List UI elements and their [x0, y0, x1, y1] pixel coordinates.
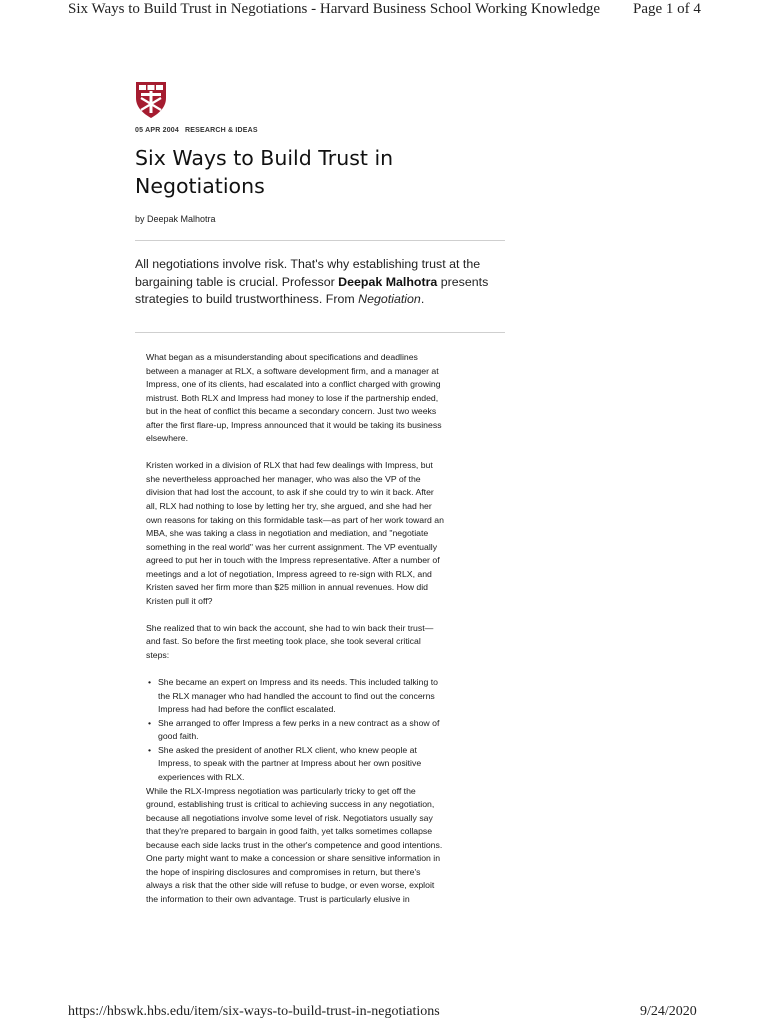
divider — [135, 240, 505, 241]
bullet-icon: • — [148, 744, 152, 755]
bullet-icon: • — [148, 717, 152, 728]
print-header — [0, 0, 768, 24]
print-footer — [0, 1004, 768, 1024]
divider — [135, 332, 505, 333]
dek-author-link[interactable]: Deepak Malhotra — [338, 274, 438, 289]
steps-list — [146, 676, 446, 784]
article-title: Six Ways to Build Trust in Negotiations — [135, 146, 394, 198]
list-item-text: She arranged to offer Impress a few perks in a new contract as a show of good faith. — [158, 717, 440, 742]
article-dek — [135, 256, 505, 309]
print-footer-date: 9/24/2020 — [640, 1004, 697, 1019]
list-item — [148, 676, 446, 717]
article-date: 05 APR 2004 — [135, 127, 179, 134]
dek-text: presents strategies to build trustworthiness. From — [135, 274, 489, 307]
body-paragraph: Kristen worked in a division of RLX that had few dealings with Impress, but she nevertheless approached her manager, who was also the VP of the division that had lost the account, to ask if she could try to win it back. After all, RLX had nothing to lose by letting her try, she argued, and she had her own reasons for taking on this formidable task—as part of her work toward an MBA, she was taking a class in negotiation and mediation, and "negotiate something in the real world" was her current assignment. The VP eventually agreed to put her in touch with the Impress representative. After a number of meetings and a lot of negotiation, Impress agreed to re-sign with RLX, and Kristen saved her firm more than $25 million in annual revenues. How did Kristen pull it off? — [146, 460, 444, 606]
article-meta — [135, 127, 258, 134]
article-byline: by Deepak Malhotra — [135, 214, 216, 224]
dek-text: . — [420, 292, 425, 307]
list-item — [148, 744, 446, 785]
list-item-text: She asked the president of another RLX client, who knew people at Impress, to speak with the partner at Impress about her own positive experiences with RLX. — [158, 744, 422, 782]
print-header-page-number: Page 1 of 4 — [633, 1, 701, 17]
list-item-text: She became an expert on Impress and its needs. This included talking to the RLX manager who had handled the account to find out the concerns Impress had had before the conflict escalated. — [158, 677, 438, 715]
article-body — [146, 351, 446, 906]
bullet-icon: • — [148, 677, 152, 688]
body-paragraph: While the RLX-Impress negotiation was particularly tricky to get off the ground, establishing trust is critical to achieving success in any negotiation, because all negotiations involve some level of risk. Negotiators usually say that they're prepared to bargain in good faith, yet talks sometimes collapse because each side lacks trust in the other's competence and good intentions. One party might want to make a concession or share sensitive information in the hope of inspiring disclosures and compromises in return, but there's always a risk that the other side will refuse to budge, or even worse, exploit the information to their own advantage. Trust is particularly elusive in — [146, 785, 443, 904]
body-paragraph: She realized that to win back the account, she had to win back their trust—and fast. So before the first meeting took place, she took several critical steps: — [146, 622, 434, 661]
dek-text: All negotiations involve risk. That's why establishing trust at the bargaining table is crucial. Professor — [135, 257, 481, 289]
print-footer-url[interactable]: https://hbswk.hbs.edu/item/six-ways-to-build-trust-in-negotiations — [68, 1004, 440, 1019]
article-section[interactable]: RESEARCH & IDEAS — [184, 127, 258, 134]
body-paragraph: What began as a misunderstanding about specifications and deadlines between a manager at RLX, a software development firm, and a manager at Impress, one of its clients, had escalated into a conflict charged with growing mistrust. Both RLX and Impress had money to lose if the partnership ended, but in the heat of conflict this became a secondary concern. Just two weeks after the first flare-up, Impress announced that it would be taking its business elsewhere. — [146, 352, 442, 444]
harvard-shield-icon[interactable] — [135, 81, 167, 119]
list-item — [148, 717, 446, 744]
dek-source: Negotiation — [358, 292, 421, 307]
print-header-title: Six Ways to Build Trust in Negotiations - Harvard Business School Working Knowledge — [68, 1, 601, 17]
